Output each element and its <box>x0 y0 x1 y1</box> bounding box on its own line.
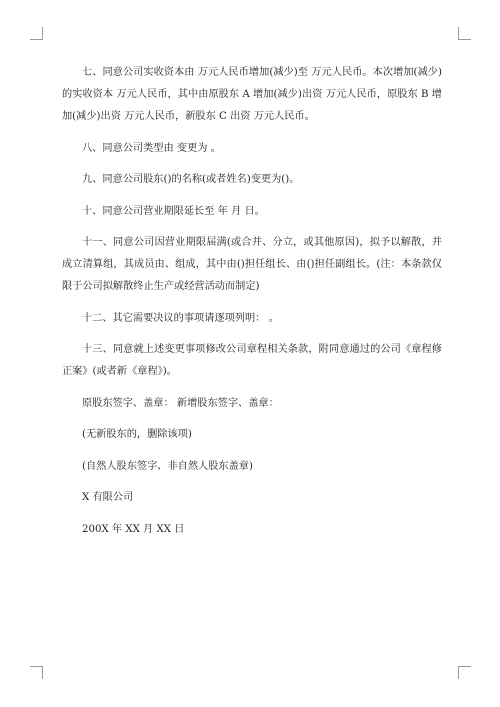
signature-line: 原股东签字、盖章： 新增股东签字、盖章： <box>82 397 279 409</box>
clause-10-business-term: 十、同意公司营业期限延长至 年 月 日。 <box>82 205 265 217</box>
clause-7-capital-change: 七、同意公司实收资本由 万元人民币增加(减少)至 万元人民币。本次增加(减少)的实收资本 万元人民币，其中由原股东 A 增加(减少)出资 万元人民币，原股东 B 增加(减少)出资 万元人民币，新股东 C 出资 万元人民币。 <box>62 67 442 122</box>
clause-9-shareholder-name: 九、同意公司股东()的名称(或者姓名)变更为()。 <box>82 174 300 185</box>
document-body <box>62 62 442 550</box>
crop-mark-top-right <box>458 27 471 40</box>
signature-note-new-shareholder: (无新股东的，删除该项) <box>82 429 192 440</box>
crop-mark-bottom-left <box>30 666 43 679</box>
crop-mark-top-left <box>30 27 43 40</box>
clause-12-other-matters: 十二、其它需要决议的事项请逐项列明： 。 <box>82 312 279 324</box>
document-date: 200X 年 XX 月 XX 日 <box>82 523 185 535</box>
clause-13-articles-amendment: 十三、同意就上述变更事项修改公司章程相关条款，附同意通过的公司《章程修正案》(或者新《章程》)。 <box>62 344 442 377</box>
company-name: X 有限公司 <box>82 492 134 503</box>
clause-8-company-type: 八、同意公司类型由 变更为 。 <box>82 142 221 154</box>
crop-mark-bottom-right <box>458 666 471 679</box>
clause-11-dissolution: 十一、同意公司因营业期限届满(或合并、分立，或其他原因)，拟予以解散，并成立清算组，其成员由、组成，其中由()担任组长、由()担任副组长。(注：本条款仅限于公司拟解散终止生产或经营活动而制定) <box>62 237 442 292</box>
signature-note-shareholder-type: (自然人股东签字、非自然人股东盖章) <box>82 460 253 472</box>
